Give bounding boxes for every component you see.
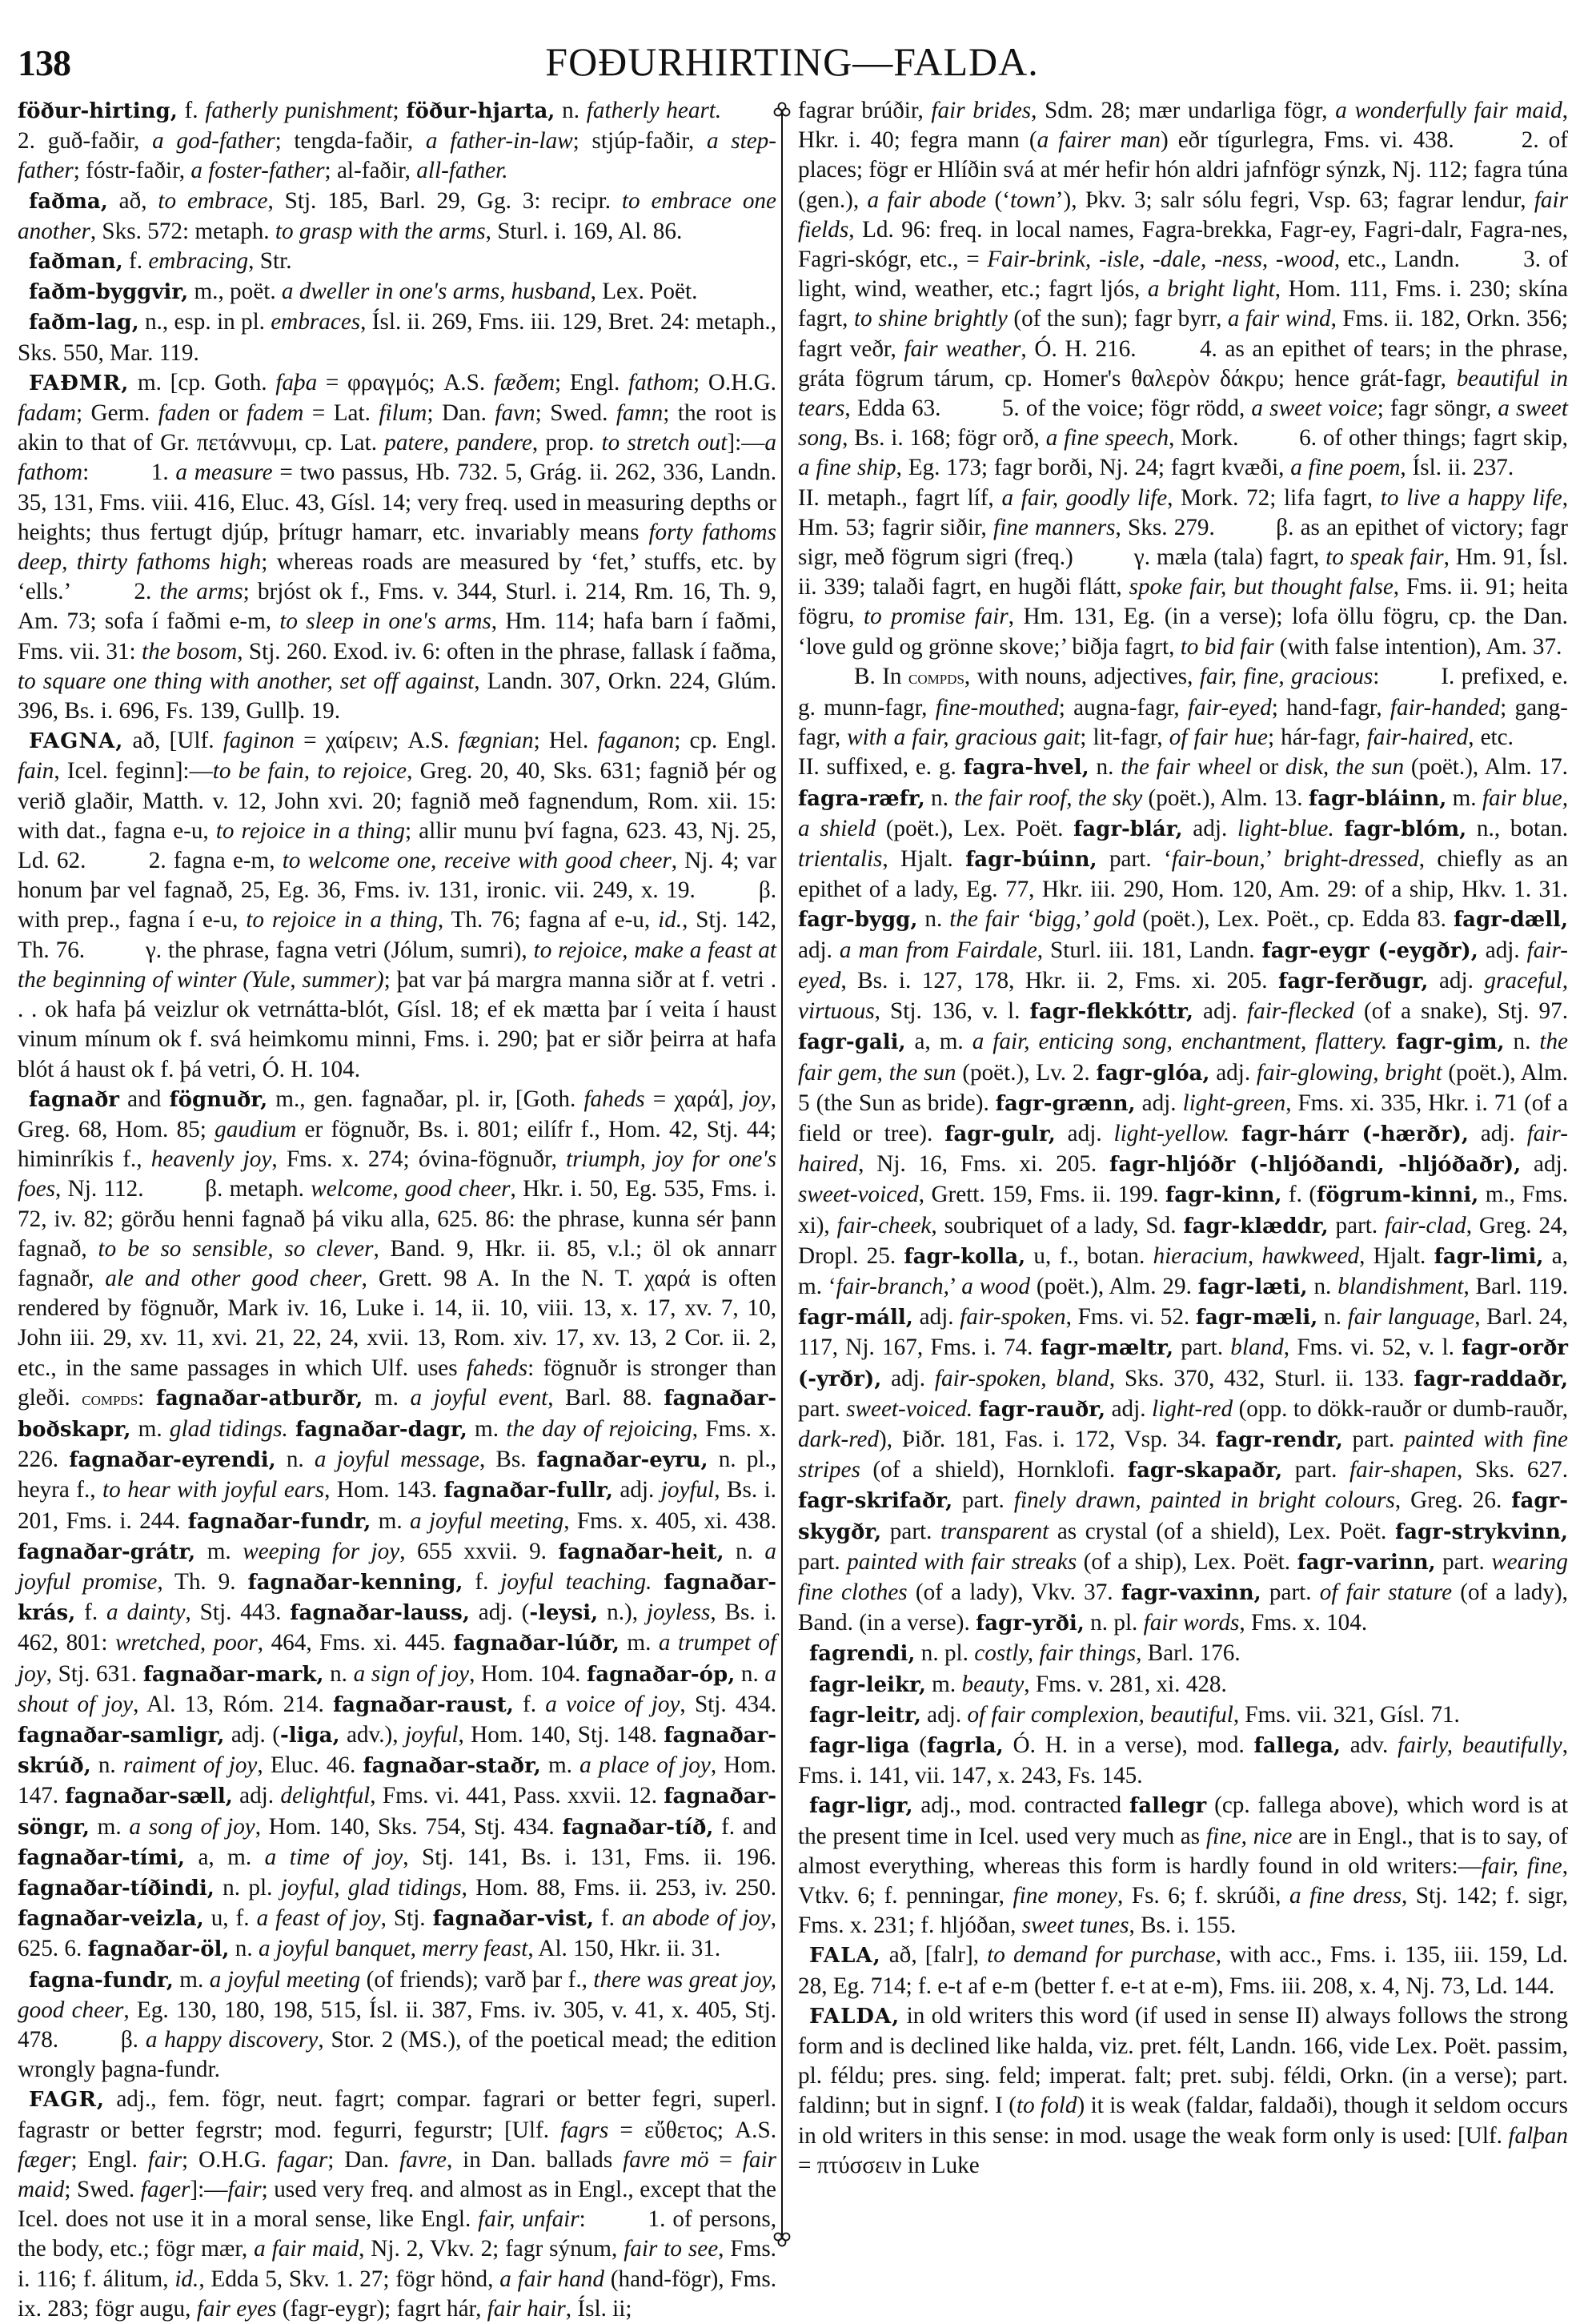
headword: föður-hirting, bbox=[18, 99, 178, 123]
gloss: id. bbox=[658, 907, 683, 933]
gloss: fair-handed bbox=[1390, 695, 1501, 721]
dictionary-entry: B. In compds, with nouns, adjectives, fair, fine, gracious: I. prefixed, e. g. munn-fagr, fine-mouthed; augna-fagr, fair-eyed; hand-fagr, fair-handed; gang-fagr, with a fair, gracious gait; lit-fagr, of fair hue; hár-fagr, fair-haired, etc. II. suffixed, e. g. fagra-hvel, n. the fair wheel or disk, the sun (poët.), Alm. 17. fagra-ræfr, n. the fair roof, the sky (poët.), Alm. 13. fagr-bláinn, m. fair blue, a shield (poët.), Lex. Poët. fagr-blár, adj. light-blue. fagr-blóm, n., botan. trientalis, Hjalt. fagr-búinn, part. ‘fair-boun,’ bright-dressed, chiefly as an epithet of a lady, Eg. 77, Hkr. iii. 290, Hom. 120, Am. 29: of a ship, Hkv. 1. 31. fagr-bygg, n. the fair ‘bigg,’ gold (poët.), Lex. Poët., cp. Edda 83. fagr-dæll, adj. a man from Fairdale, Sturl. iii. 181, Landn. fagr-eygr (-eygðr), adj. fair-eyed, Bs. i. 127, 178, Hkr. ii. 2, Fms. xi. 205. fagr-ferðugr, adj. graceful, virtuous, Stj. 136, v. l. fagr-flekkóttr, adj. fair-flecked (of a snake), Stj. 97. fagr-gali, a, m. a fair, enticing song, enchantment, flattery. fagr-gim, n. the fair gem, the sun (poët.), Lv. 2. fagr-glóa, adj. fair-glowing, bright (poët.), Alm. 5 (the Sun as bride). fagr-grænn, adj. light-green, Fms. xi. 335, Hkr. i. 71 (of a field or tree). fagr-gulr, adj. light-yellow. fagr-hárr (-hærðr), adj. fair-haired, Nj. 16, Fms. xi. 205. fagr-hljóðr (-hljóðandi, -hljóðaðr), adj. sweet-voiced, Grett. 159, Fms. ii. 199. fagr-kinn, f. (fögrum-kinni, m., Fms. xi), fair-cheek, soubriquet of a lady, Sd. fagr-klæddr, part. fair-clad, Greg. 24, Dropl. 25. fagr-kolla, u, f., botan. hieracium, hawkweed, Hjalt. fagr-limi, a, m. ‘fair-branch,’ a wood (poët.), Alm. 29. fagr-læti, n. blandishment, Barl. 119. fagr-máll, adj. fair-spoken, Fms. vi. 52. fagr-mæli, n. fair language, Barl. 24, 117, Nj. 167, Fms. i. 74. fagr-mæltr, part. bland, Fms. vi. 52, v. l. fagr-orðr (-yrðr), adj. fair-spoken, bland, Sks. 370, 432, Sturl. ii. 133. fagr-raddaðr, part. sweet-voiced. fagr-rauðr, adj. light-red (opp. to dökk-rauðr or dumb-rauðr, dark-red), Þiðr. 181, Fas. i. 172, Vsp. 34. fagr-rendr, part. painted with fine stripes (of a shield), Hornklofi. fagr-skapaðr, part. fair-shapen, Sks. 627. fagr-skrifaðr, part. finely drawn, painted in bright colours, Greg. 26. fagr-skygðr, part. transparent as crystal (of a shield), Lex. Poët. fagr-strykvinn, part. painted with fair streaks (of a ship), Lex. Poët. fagr-varinn, part. wearing fine clothes (of a lady), Vkv. 37. fagr-vaxinn, part. of fair stature (of a lady), Band. (in a verse). fagr-yrði, n. pl. fair words, Fms. x. 104. bbox=[798, 663, 1569, 1636]
gloss: fægnian bbox=[458, 728, 534, 754]
gloss: embraces bbox=[271, 309, 361, 335]
gloss: wearing fine clothes bbox=[798, 1548, 1568, 1605]
gloss: to shine brightly bbox=[853, 306, 1008, 332]
dictionary-entry: FAÐMR, m. [cp. Goth. faþa = φραγμός; A.S. fæðem; Engl. fathom; O.H.G. fadam; Germ. faden or fadem = Lat. filum; Dan. favn; Swed. famn; the root is akin to that of Gr. πετάννυμι, cp. Lat. patere, pandere, prop. to stretch out]:—a fathom: 1. a measure = two passus, Hb. 732. 5, Grág. ii. 262, 336, Landn. 35, 131, Fms. viii. 416, Eluc. 43, Gísl. 14; very freq. used in measuring depths or heights; thus fertugt djúp, þrítugr hamarr, etc. invariably means forty fathoms deep, thirty fathoms high; whereas roads are measured by ‘fet,’ stuffs, etc. by ‘ells.’ 2. the arms; brjóst ok f., Fms. v. 344, Sturl. i. 214, Rm. 16, Th. 9, Am. 73; sofa í faðmi e-m, to sleep in one's arms, Hm. 114; hafa barn í faðmi, Fms. vii. 31: the bosom, Stj. 260. Exod. iv. 6: often in the phrase, fallask í faðma, to square one thing with another, set off against, Landn. 307, Orkn. 224, Glúm. 396, Bs. i. 696, Fs. 139, Gullþ. 19. bbox=[18, 369, 777, 724]
gloss: favre bbox=[399, 2146, 447, 2173]
gloss: sweet-voiced. bbox=[846, 1395, 973, 1422]
dictionary-entry: faðman, f. embracing, Str. bbox=[29, 248, 292, 275]
headword: fagr-liga bbox=[809, 1733, 910, 1758]
gloss: of fair stature bbox=[1319, 1579, 1453, 1605]
dictionary-entry: fagr-leikr, m. beauty, Fms. v. 281, xi. 428. bbox=[809, 1671, 1227, 1697]
gloss: fine, nice bbox=[1205, 1823, 1293, 1849]
gloss: a fine dress bbox=[1289, 1882, 1402, 1909]
gloss: to speak fair bbox=[1325, 544, 1444, 571]
gloss: joyful teaching. bbox=[500, 1568, 652, 1595]
gloss: triumph, joy for one's foes bbox=[18, 1146, 776, 1202]
gloss: of fair complexion, beautiful bbox=[967, 1701, 1233, 1728]
headword: fagr-limi, bbox=[1434, 1244, 1544, 1269]
gloss: fair language bbox=[1347, 1304, 1475, 1331]
headword: -liga, bbox=[279, 1723, 340, 1748]
gloss: fæger bbox=[18, 2146, 71, 2173]
gloss: to bid fair bbox=[1180, 633, 1274, 660]
gloss: the day of rejoicing bbox=[506, 1415, 692, 1442]
gloss: faganon bbox=[597, 728, 675, 754]
gloss: light-yellow. bbox=[1113, 1120, 1230, 1146]
gloss: painted with fine stripes bbox=[798, 1426, 1568, 1483]
gloss: fair eyes bbox=[196, 2295, 277, 2322]
gloss: a song of joy bbox=[129, 1813, 255, 1840]
gloss: weeping for joy bbox=[243, 1538, 400, 1564]
gloss: fair-cheek bbox=[836, 1212, 932, 1238]
headword: fagnaðar-tíð, bbox=[562, 1815, 714, 1840]
gloss: a sweet song bbox=[798, 395, 1568, 452]
dictionary-entry: FAGR, adj., fem. fögr, neut. fagrt; compar. fagrari or better fegri, superl. fagrastr or better fegrstr; mod. fegurri, fegurstr; [Ulf. fagrs = εὔθετος; A.S. fæger; Engl. fair; O.H.G. fagar; Dan. favre, in Dan. ballads favre mö = fair maid; Swed. fager]:—fair; used very freq. and almost as in Engl., except that the Icel. does not use it in a moral sense, like Engl. fair, unfair: 1. of persons, the body, etc.; fögr mær, a fair maid, Nj. 2, Vkv. 2; fagr sýnum, fair to see, Fms. i. 116; f. álitum, id., Edda 5, Skv. 1. 27; fögr hönd, a fair hand (hand-fögr), Fms. ix. 283; fögr augu, fair eyes (fagr-eygr); fagrt hár, fair hair, Ísl. ii; bbox=[18, 2086, 777, 2322]
right-column bbox=[798, 96, 1568, 2181]
dictionary-entry: fagr-ligr, adj., mod. contracted fallegr (cp. fallega above), which word is at the present time in Icel. used very much as fine, nice are in Engl., that is to say, of almost everything, whereas this form is hardly found in old writers:—fair, fine, Vtkv. 6; f. penningar, fine money, Fs. 6; f. skrúði, a fine dress, Stj. 142; f. sigr, Fms. x. 231; f. hljóðan, sweet tunes, Bs. i. 155. bbox=[798, 1792, 1569, 1939]
gloss: a joyful promise bbox=[18, 1538, 776, 1595]
gloss: the bosom bbox=[142, 638, 238, 664]
gloss: fatherly punishment bbox=[205, 98, 393, 123]
gloss: id. bbox=[174, 2266, 199, 2292]
gloss: fair hair bbox=[487, 2295, 566, 2322]
gloss: light-green bbox=[1182, 1090, 1286, 1116]
headword: fagr-skrifaðr, bbox=[798, 1489, 953, 1514]
dictionary-entry: faðma, að, to embrace, Stj. 185, Barl. 29, Gg. 3: recipr. to embrace one another, Sks. 572: metaph. to grasp with the arms, Sturl. i. 169, Al. 86. bbox=[18, 187, 776, 244]
gloss: fair, fine bbox=[1481, 1852, 1562, 1879]
page-number: 138 bbox=[18, 42, 70, 83]
gloss: dark-red bbox=[798, 1426, 880, 1452]
headword: fagr-bláinn, bbox=[1308, 786, 1447, 811]
dictionary-entry: fagna-fundr, m. a joyful meeting (of friends); varð þar f., there was great joy, good cheer, Eg. 130, 180, 198, 515, Ísl. ii. 387, Fms. iv. 305, v. 41, x. 405, Stj. 478. β. a happy discovery, Stor. 2 (MS.), of the poetical mead; the edition wrongly þagna-fundr. bbox=[18, 1966, 777, 2083]
headword: fagr-dæll, bbox=[1453, 908, 1569, 933]
gloss: a joyful meeting bbox=[209, 1966, 361, 1993]
dictionary-entry: fagr-leitr, adj. of fair complexion, beautiful, Fms. vii. 321, Gísl. 71. bbox=[809, 1701, 1460, 1728]
headword: fagr-blóm, bbox=[1344, 817, 1467, 841]
headword: fagr-vaxinn, bbox=[1121, 1580, 1261, 1605]
gloss: a fine ship bbox=[798, 455, 896, 481]
gloss: a fine speech bbox=[1045, 425, 1169, 452]
headword: FAGNA, bbox=[29, 729, 124, 754]
dictionary-entry: föður-hirting, f. fatherly punishment; föður-hjarta, n. fatherly heart. 2. guð-faðir, a god-father; tengda-faðir, a father-in-law; stjúp-faðir, a step-father; fóstr-faðir, a foster-father; al-faðir, all-father. bbox=[18, 98, 776, 184]
gloss: joy bbox=[742, 1086, 771, 1112]
gloss: a place of joy bbox=[579, 1752, 711, 1779]
headword: fagnaðar-sæll, bbox=[65, 1784, 233, 1809]
gloss: a fine poem bbox=[1290, 455, 1401, 481]
gloss: a voice of joy bbox=[545, 1691, 680, 1717]
gloss: fair-haired bbox=[1366, 724, 1469, 751]
gloss: to demand for purchase bbox=[987, 1942, 1216, 1969]
gloss: spoke fair, but thought false bbox=[1129, 574, 1394, 600]
gloss: fair-clad bbox=[1385, 1212, 1466, 1238]
gloss: to rejoice in a thing bbox=[246, 907, 438, 933]
headword: fagr-kinn, bbox=[1165, 1183, 1282, 1208]
gloss: faheds bbox=[466, 1355, 528, 1381]
gloss: fair bbox=[147, 2146, 182, 2173]
gloss: to square one thing with another, set off against bbox=[18, 668, 475, 694]
gloss: to stretch out bbox=[601, 430, 728, 456]
gloss: a fair wind bbox=[1227, 306, 1331, 332]
headword: fagr-mæltr, bbox=[1040, 1336, 1174, 1361]
headword: fagr-hljóðr (-hljóðandi, -hljóðaðr), bbox=[1109, 1153, 1522, 1178]
headword: fagnaðar-samligr, bbox=[18, 1723, 225, 1748]
headword: fagr-blár, bbox=[1073, 817, 1183, 841]
gloss: a fathom bbox=[18, 430, 776, 486]
gloss: fair-spoken, bland bbox=[934, 1365, 1109, 1391]
gloss: faþa bbox=[275, 369, 318, 395]
gloss: fair-boun, bbox=[1171, 846, 1265, 873]
page-header bbox=[0, 32, 1584, 96]
headword: fagr-skygðr, bbox=[798, 1489, 1568, 1544]
gloss: a wonderfully fair maid bbox=[1335, 98, 1562, 123]
gloss: fine manners bbox=[993, 514, 1116, 540]
gloss: wretched, poor bbox=[114, 1630, 258, 1656]
gloss: with a fair, gracious gait bbox=[847, 724, 1081, 751]
headword: fagr-máll, bbox=[798, 1306, 913, 1331]
trefoil-ornament-top-icon bbox=[771, 101, 793, 123]
gloss: painted with fair streaks bbox=[847, 1548, 1077, 1575]
gloss: fair words bbox=[1143, 1610, 1240, 1636]
headword: faðma, bbox=[29, 189, 108, 214]
gloss: patere, pandere bbox=[384, 430, 532, 456]
headword: fagr-gim, bbox=[1396, 1030, 1505, 1055]
gloss: a step-father bbox=[18, 128, 776, 184]
headword: fagnaðar-lauss, bbox=[290, 1601, 470, 1626]
gloss: fadem bbox=[246, 400, 304, 427]
gloss: fair bbox=[227, 2177, 262, 2203]
headword: fagnaðar-eyrendi, bbox=[69, 1448, 276, 1473]
gloss: embracing bbox=[148, 248, 249, 275]
gloss: fine-mouthed bbox=[935, 695, 1059, 721]
headword: fagr-ligr, bbox=[809, 1794, 913, 1819]
gloss: to welcome one, receive with good cheer bbox=[282, 848, 672, 874]
gloss: beautiful in tears bbox=[798, 365, 1568, 422]
headword: fagr-varinn, bbox=[1297, 1550, 1436, 1575]
gloss: a father-in-law bbox=[425, 128, 573, 155]
headword: fagr-kolla, bbox=[904, 1244, 1026, 1269]
left-column bbox=[18, 96, 776, 2324]
column-divider bbox=[781, 114, 783, 2227]
gloss: beauty bbox=[961, 1671, 1025, 1697]
gloss: fair-branch, bbox=[836, 1273, 949, 1299]
headword: fagnaðar-lúðr, bbox=[453, 1632, 620, 1656]
dictionary-entry: fagr-liga (fagrla, Ó. H. in a verse), mod. fallega, adv. fairly, beautifully, Fms. i. 141, vii. 147, x. 243, Fs. 145. bbox=[798, 1732, 1568, 1789]
gloss: to embrace bbox=[158, 187, 268, 214]
headword: fagr-klæddr, bbox=[1183, 1214, 1329, 1238]
gloss: a fair abode bbox=[867, 187, 987, 213]
small-caps-label: compds bbox=[908, 667, 964, 688]
headword: föður-hjarta, bbox=[406, 99, 555, 123]
gloss: a wood bbox=[961, 1273, 1030, 1299]
gloss: a trumpet of joy bbox=[18, 1630, 777, 1687]
gloss: of fair hue bbox=[1169, 724, 1268, 751]
headword: fagnaðar-tími, bbox=[18, 1845, 185, 1870]
gloss: all-father. bbox=[416, 158, 508, 184]
gloss: the fair wheel bbox=[1121, 754, 1252, 781]
headword: fögnuðr, bbox=[169, 1087, 268, 1112]
gloss: a joyful event bbox=[410, 1384, 548, 1411]
headword: fagr-glóa, bbox=[1096, 1061, 1210, 1086]
headword: fagr-yrði, bbox=[976, 1612, 1085, 1636]
headword: FAÐMR, bbox=[29, 371, 130, 395]
trefoil-ornament-bottom-icon bbox=[771, 2226, 793, 2248]
headword: fagr-búinn, bbox=[965, 848, 1097, 873]
gloss: fairly, beautifully bbox=[1398, 1732, 1562, 1758]
headword: fagnaðar-dagr, bbox=[295, 1417, 467, 1442]
gloss: hieracium, hawkweed bbox=[1153, 1242, 1360, 1269]
headword: fagr-raddaðr, bbox=[1414, 1367, 1568, 1391]
gloss: blandishment bbox=[1337, 1273, 1464, 1299]
headword: fagr-leitr, bbox=[809, 1703, 921, 1728]
gloss: joyless bbox=[646, 1600, 711, 1626]
gloss: favre mö bbox=[623, 2146, 709, 2173]
headword: fagr-gali, bbox=[798, 1030, 906, 1055]
headword: fagna-fundr, bbox=[29, 1968, 174, 1993]
headword: fagnaðar-öl, bbox=[87, 1937, 230, 1962]
gloss: bland bbox=[1230, 1335, 1284, 1361]
gloss: fine money bbox=[1013, 1882, 1118, 1909]
headword: FALDA, bbox=[809, 2004, 900, 2029]
gloss: welcome, good cheer bbox=[311, 1176, 511, 1202]
gloss: ale and other good cheer bbox=[105, 1265, 362, 1291]
headword: fagnaðar-krás, bbox=[18, 1570, 776, 1626]
headword: fagr-mæli, bbox=[1195, 1306, 1318, 1331]
small-caps-label: compds bbox=[82, 1388, 138, 1410]
headword: FALA, bbox=[809, 1944, 881, 1969]
headword: fagra-ræfr, bbox=[798, 786, 925, 811]
gloss: fagar bbox=[276, 2146, 328, 2173]
gloss: fair-spoken bbox=[960, 1304, 1066, 1331]
gloss: a happy discovery bbox=[145, 2027, 319, 2053]
gloss: to rejoice in a thing bbox=[215, 817, 405, 844]
gloss: joyful bbox=[404, 1721, 459, 1748]
gloss: a bright light bbox=[1147, 276, 1275, 303]
gloss: the fair gem, the sun bbox=[798, 1029, 1569, 1086]
gloss: a fair, enticing song, enchantment, flattery. bbox=[972, 1029, 1388, 1055]
headword: fagr-ferðugr, bbox=[1278, 969, 1429, 993]
gloss: fair maid bbox=[18, 2146, 776, 2203]
headword: fagnaðar-veizla, bbox=[18, 1907, 204, 1932]
headword: fagnaðar-fullr, bbox=[443, 1479, 613, 1503]
gloss: to promise fair bbox=[863, 604, 1009, 630]
gloss: faginon bbox=[223, 728, 295, 754]
gloss: to live a happy life bbox=[1380, 484, 1562, 511]
gloss: fæðem bbox=[493, 369, 555, 395]
headword: fagnaðar-óp, bbox=[587, 1662, 736, 1687]
gloss: the fair ‘bigg,’ gold bbox=[949, 906, 1136, 933]
gloss: to embrace one another bbox=[18, 187, 776, 244]
dictionary-entry: fagrendi, n. pl. costly, fair things, Barl. 176. bbox=[809, 1640, 1241, 1667]
headword: faðm-byggvir, bbox=[29, 280, 189, 305]
headword: fagr-hárr (-hærðr), bbox=[1241, 1122, 1469, 1146]
gloss: raiment of joy bbox=[122, 1752, 258, 1779]
gloss: transparent bbox=[940, 1518, 1049, 1544]
dictionary-entry: FALDA, in old writers this word (if used in sense II) always follows the strong form and is declined like halda, viz. pret. félt, Landn. 166, vide Lex. Poët. passim, pl. féldu; pres. sing. feld; imperat. falt; pret. subj. féldi, Orkn. (in a verse); part. faldinn; but in signf. I (to fold) it is weak (faldar, faldaði), though it seldom occurs in old writers in this sense: in mod. usage the weak form only is used: [Ulf. falþan = πτύσσειν in Luke bbox=[798, 2002, 1568, 2178]
gloss: disk, the sun bbox=[1285, 754, 1405, 781]
gloss: graceful, virtuous bbox=[798, 967, 1568, 1025]
gloss: joyful bbox=[660, 1477, 715, 1503]
running-head: FOÐURHIRTING—FALDA. bbox=[545, 39, 1039, 84]
headword: fagrendi, bbox=[809, 1642, 916, 1667]
headword: FAGR, bbox=[29, 2088, 105, 2113]
gloss: a joyful message bbox=[314, 1447, 480, 1473]
gloss: a sweet voice bbox=[1251, 395, 1377, 422]
headword: fögrum-kinni, bbox=[1317, 1183, 1479, 1208]
gloss: falþan bbox=[1508, 2122, 1568, 2149]
gloss: Fair-brink, -isle, -dale, -ness, -wood bbox=[987, 247, 1334, 273]
gloss: an abode of joy bbox=[621, 1905, 771, 1932]
gloss: favn bbox=[495, 400, 535, 427]
gloss: light-blue. bbox=[1237, 815, 1334, 841]
gloss: a time of joy bbox=[264, 1844, 403, 1870]
gloss: a dainty bbox=[106, 1600, 186, 1626]
gloss: to fold bbox=[1016, 2093, 1077, 2119]
gloss: forty fathoms deep, thirty fathoms high bbox=[18, 519, 776, 576]
gloss: fair brides bbox=[931, 98, 1032, 123]
gloss: trientalis bbox=[798, 846, 883, 873]
gloss: town bbox=[1010, 187, 1056, 213]
gloss: to be fain, to rejoice bbox=[212, 758, 407, 785]
gloss: heavenly joy bbox=[150, 1146, 272, 1173]
gloss: fadam bbox=[18, 400, 76, 427]
gloss: there was great joy, good cheer bbox=[18, 1966, 777, 2023]
gloss: to be so sensible, so clever bbox=[98, 1235, 374, 1262]
gloss: fair fields bbox=[798, 187, 1568, 243]
headword: fagr-rauðr, bbox=[978, 1397, 1106, 1422]
headword: fagnaðar-fundr, bbox=[187, 1509, 371, 1534]
gloss: fagrs bbox=[560, 2117, 609, 2143]
gloss: a fairer man bbox=[1037, 127, 1161, 154]
gloss: a fair hand bbox=[499, 2266, 604, 2292]
gloss: a man from Fairdale bbox=[839, 937, 1037, 963]
headword: fagr-skapaðr, bbox=[1127, 1459, 1283, 1483]
headword: fagr-orðr (-yrðr), bbox=[798, 1336, 1568, 1391]
gloss: fair-shapen bbox=[1349, 1457, 1458, 1483]
headword: fagr-leikr, bbox=[809, 1672, 926, 1697]
gloss: a fair, goodly life bbox=[1001, 484, 1168, 511]
headword: fagnaðar-grátr, bbox=[18, 1539, 196, 1564]
headword: fagr-strykvinn, bbox=[1394, 1519, 1568, 1544]
gloss: gaudium bbox=[215, 1116, 297, 1142]
gloss: fager bbox=[140, 2177, 190, 2203]
headword: fagrla, bbox=[927, 1733, 1004, 1758]
dictionary-entry: FAGNA, að, [Ulf. faginon = χαίρειν; A.S. fægnian; Hel. faganon; cp. Engl. fain, Icel. feginn]:—to be fain, to rejoice, Greg. 20, 40, Sks. 631; fagnið þér og verið glaðir, Matth. v. 12, John xvi. 20; fagnið með fagnendum, Rom. xii. 15: with dat., fagna e-u, to rejoice in a thing; allir munu því fagna, 623. 43, Nj. 25, Ld. 62. 2. fagna e-m, to welcome one, receive with good cheer, Nj. 4; var honum þar vel fagnað, 25, Eg. 36, Fms. iv. 131, ironic. vii. 249, x. 19. β. with prep., fagna í e-u, to rejoice in a thing, Th. 76; fagna af e-u, id., Stj. 142, Th. 76. γ. the phrase, fagna vetri (Jólum, sumri), to rejoice, make a feast at the beginning of winter (Yule, summer); þat var þá margra manna siðr at f. vetri . . . ok hafa þá veizlur ok vetrnátta-blót, Gísl. 18; ef ek mætta þar í veita í haust vinum mínum ok f. svá heimkomu minni, Fms. i. 290; þat er siðr þeirra at hafa blót á haust ok f. þá vetri, Ó. H. 104. bbox=[18, 728, 777, 1082]
gloss: light-red bbox=[1152, 1395, 1233, 1422]
gloss: a joyful banquet, merry feast bbox=[258, 1936, 528, 1962]
gloss: to grasp with the arms bbox=[275, 218, 486, 244]
headword: fagnaðar-staðr, bbox=[363, 1754, 541, 1779]
gloss: a joyful meeting bbox=[410, 1507, 564, 1534]
gloss: fathom bbox=[628, 369, 694, 395]
headword: fagr-flekkóttr, bbox=[1029, 1000, 1193, 1025]
gloss: a shout of joy bbox=[18, 1660, 777, 1717]
gloss: fair-flecked bbox=[1247, 998, 1354, 1025]
headword: faðm-lag, bbox=[29, 311, 139, 335]
gloss: faden bbox=[158, 400, 211, 427]
headword: fagra-hvel, bbox=[963, 756, 1089, 781]
gloss: fatherly heart. bbox=[586, 98, 722, 123]
headword: fagnaðar-boðskapr, bbox=[18, 1386, 776, 1442]
headword: fagnaðar-atburðr, bbox=[155, 1386, 363, 1411]
gloss: a feast of joy bbox=[256, 1905, 381, 1932]
headword: faðman, bbox=[29, 250, 123, 275]
gloss: fair-eyed bbox=[798, 937, 1568, 993]
headword: fagr-eygr (-eygðr), bbox=[1261, 938, 1478, 963]
gloss: a dweller in one's arms, husband bbox=[281, 279, 591, 305]
headword: fallega, bbox=[1253, 1733, 1341, 1758]
gloss: bright-dressed bbox=[1283, 846, 1419, 873]
gloss: the arms bbox=[159, 579, 243, 605]
gloss: fair weather bbox=[904, 335, 1021, 362]
headword: fagnaðar-heit, bbox=[558, 1539, 724, 1564]
gloss: fair-glowing, bright bbox=[1256, 1059, 1442, 1086]
gloss: to rejoice, make a feast at the beginning of winter (Yule, summer) bbox=[18, 937, 776, 993]
dictionary-entry: fagnaðr and fögnuðr, m., gen. fagnaðar, pl. ir, [Goth. faheds = χαρά], joy, Greg. 68, Hom. 85; gaudium er fögnuðr, Bs. i. 801; eilífr f., Hom. 42, Stj. 44; himinríkis f., heavenly joy, Fms. x. 274; óvina-fögnuðr, triumph, joy for one's foes, Nj. 112. β. metaph. welcome, good cheer, Hkr. i. 50, Eg. 535, Fms. i. 72, iv. 82; görðu henni fagnað þá viku alla, 625. 86: the phrase, kunna sér þann fagnað, to be so sensible, so clever, Band. 9, Hkr. ii. 85, v.l.; öl ok annarr fagnaðr, ale and other good cheer, Grett. 98 A. In the N. T. χαρά is often rendered by fögnuðr, Mark iv. 16, Luke i. 14, ii. 10, viii. 13, x. 17, xv. 7, 10, John iii. 29, xv. 11, xvi. 21, 22, 24, xvii. 13, Rom. xiv. 17, xv. 13, 2 Cor. ii. 2, etc., in the same passages in which Ulf. uses faheds: fögnuðr is stronger than gleði. compds: fagnaðar-atburðr, m. a joyful event, Barl. 88. fagnaðar-boðskapr, m. glad tidings. fagnaðar-dagr, m. the day of rejoicing, Fms. x. 226. fagnaðar-eyrendi, n. a joyful message, Bs. fagnaðar-eyru, n. pl., heyra f., to hear with joyful ears, Hom. 143. fagnaðar-fullr, adj. joyful, Bs. i. 201, Fms. i. 244. fagnaðar-fundr, m. a joyful meeting, Fms. x. 405, xi. 438. fagnaðar-grátr, m. weeping for joy, 655 xxvii. 9. fagnaðar-heit, n. a joyful promise, Th. 9. fagnaðar-kenning, f. joyful teaching. fagnaðar-krás, f. a dainty, Stj. 443. fagnaðar-lauss, adj. (-leysi, n.), joyless, Bs. i. 462, 801: wretched, poor, 464, Fms. xi. 445. fagnaðar-lúðr, m. a trumpet of joy, Stj. 631. fagnaðar-mark, n. a sign of joy, Hom. 104. fagnaðar-óp, n. a shout of joy, Al. 13, Róm. 214. fagnaðar-raust, f. a voice of joy, Stj. 434. fagnaðar-samligr, adj. (-liga, adv.), joyful, Hom. 140, Stj. 148. fagnaðar-skrúð, n. raiment of joy, Eluc. 46. fagnaðar-staðr, m. a place of joy, Hom. 147. fagnaðar-sæll, adj. delightful, Fms. vi. 441, Pass. xxvii. 12. fagnaðar-söngr, m. a song of joy, Hom. 140, Sks. 754, Stj. 434. fagnaðar-tíð, f. and fagnaðar-tími, a, m. a time of joy, Stj. 141, Bs. i. 131, Fms. ii. 196. fagnaðar-tíðindi, n. pl. joyful, glad tidings, Hom. 88, Fms. ii. 253, iv. 250. fagnaðar-veizla, u, f. a feast of joy, Stj. fagnaðar-vist, f. an abode of joy, 625. 6. fagnaðar-öl, n. a joyful banquet, merry feast, Al. 150, Hkr. ii. 31. bbox=[18, 1086, 777, 1962]
headword: fagnaðar-skrúð, bbox=[18, 1723, 776, 1779]
headword: fagnaðar-raust, bbox=[332, 1692, 514, 1717]
gloss: a fair maid bbox=[254, 2236, 359, 2262]
headword: -leysi, bbox=[529, 1601, 599, 1626]
headword: fagr-rendr, bbox=[1215, 1427, 1343, 1452]
gloss: a foster-father bbox=[190, 158, 325, 184]
dictionary-entry: FALA, að, [falr], to demand for purchase, with acc., Fms. i. 135, iii. 159, Ld. 28, Eg. 714; f. e-t af e-m (better f. e-t at e-m), Fms. iii. 208, x. 4, Nj. 73, Ld. 144. bbox=[798, 1942, 1568, 1999]
gloss: a measure bbox=[175, 460, 273, 486]
gloss: faheds bbox=[583, 1086, 645, 1112]
gloss: delightful bbox=[280, 1783, 371, 1809]
gloss: joyful, glad tidings bbox=[280, 1874, 462, 1901]
headword: fagr-gulr, bbox=[944, 1122, 1056, 1146]
headword: fallegr bbox=[1129, 1794, 1207, 1819]
gloss: the fair roof, the sky bbox=[954, 785, 1143, 811]
headword: fagr-grænn, bbox=[995, 1091, 1136, 1116]
gloss: fair, unfair bbox=[478, 2206, 579, 2233]
headword: fagnaðar-kenning, bbox=[247, 1570, 463, 1595]
dictionary-entry: faðm-lag, n., esp. in pl. embraces, Ísl. ii. 269, Fms. iii. 129, Bret. 24: metaph., Sks. 550, Mar. 119. bbox=[18, 309, 776, 366]
gloss: to sleep in one's arms bbox=[279, 608, 491, 635]
headword: fagnaðar-eyru, bbox=[536, 1448, 708, 1473]
gloss: a god-father bbox=[152, 128, 275, 155]
gloss: filum bbox=[379, 400, 427, 427]
gloss: sweet-voiced bbox=[798, 1182, 919, 1208]
headword: fagnaðar-söngr, bbox=[18, 1784, 776, 1840]
gloss: fair-haired bbox=[798, 1120, 1568, 1178]
headword: fagnaðar-mark, bbox=[142, 1662, 324, 1687]
gloss: to hear with joyful ears bbox=[102, 1477, 325, 1503]
dictionary-entry: faðm-byggvir, m., poët. a dweller in one's arms, husband, Lex. Poët. bbox=[29, 279, 698, 305]
gloss: fair-eyed bbox=[1187, 695, 1272, 721]
gloss: fair to see bbox=[624, 2236, 719, 2262]
gloss: costly, fair things bbox=[974, 1640, 1137, 1667]
headword: fagr-bygg, bbox=[798, 908, 918, 933]
gloss: fair blue, a shield bbox=[798, 785, 1568, 841]
gloss: fair, fine, gracious bbox=[1199, 663, 1373, 689]
headword: fagnaðr bbox=[29, 1087, 120, 1112]
dictionary-entry: fagrar brúðir, fair brides, Sdm. 28; mær undarliga fögr, a wonderfully fair maid, Hkr. i. 40; fegra mann (a fairer man) eðr tígurlegra, Fms. vi. 438. 2. of places; fögr er Hlíðin svá at mér hefir hón aldri jafnfögr sýnzk, Nj. 112; fagra túna (gen.), a fair abode (‘town’), Þkv. 3; salr sólu fegri, Vsp. 63; fagrar lendur, fair fields, Ld. 96: freq. in local names, Fagra-brekka, Fagr-ey, Fagri-dalr, Fagra-nes, Fagri-skógr, etc., = Fair-brink, -isle, -dale, -ness, -wood, etc., Landn. 3. of light, wind, weather, etc.; fagrt ljós, a bright light, Hom. 111, Fms. i. 230; skína fagrt, to shine brightly (of the sun); fagr byrr, a fair wind, Fms. ii. 182, Orkn. 356; fagrt veðr, fair weather, Ó. H. 216. 4. as an epithet of tears; in the phrase, gráta fögrum tárum, cp. Homer's θαλερὸν δάκρυ; hence grát-fagr, beautiful in tears, Edda 63. 5. of the voice; fögr rödd, a sweet voice; fagr söngr, a sweet song, Bs. i. 168; fögr orð, a fine speech, Mork. 6. of other things; fagrt skip, a fine ship, Eg. 173; fagr borði, Nj. 24; fagrt kvæði, a fine poem, Ísl. ii. 237. II. metaph., fagrt líf, a fair, goodly life, Mork. 72; lifa fagrt, to live a happy life, Hm. 53; fagrir siðir, fine manners, Sks. 279. β. as an epithet of victory; fagr sigr, með fögrum sigri (freq.) γ. mæla (tala) fagrt, to speak fair, Hm. 91, Ísl. ii. 339; talaði fagrt, en hugði flátt, spoke fair, but thought false, Fms. ii. 91; heita fögru, to promise fair, Hm. 131, Eg. (in a verse); lofa öllu fögru, cp. the Dan. ‘love guld og grönne skove;’ biðja fagrt, to bid fair (with false intention), Am. 37. bbox=[798, 98, 1569, 660]
headword: fagr-læti, bbox=[1197, 1274, 1308, 1299]
headword: fagnaðar-vist, bbox=[432, 1907, 594, 1932]
gloss: sweet tunes bbox=[1021, 1913, 1129, 1939]
gloss: fain bbox=[18, 758, 54, 785]
gloss: a sign of joy bbox=[353, 1660, 470, 1687]
gloss: glad tidings. bbox=[169, 1415, 288, 1442]
gloss: famn bbox=[616, 400, 664, 427]
gloss: finely drawn, painted in bright colours bbox=[1013, 1487, 1395, 1514]
headword: fagnaðar-tíðindi, bbox=[18, 1876, 215, 1901]
